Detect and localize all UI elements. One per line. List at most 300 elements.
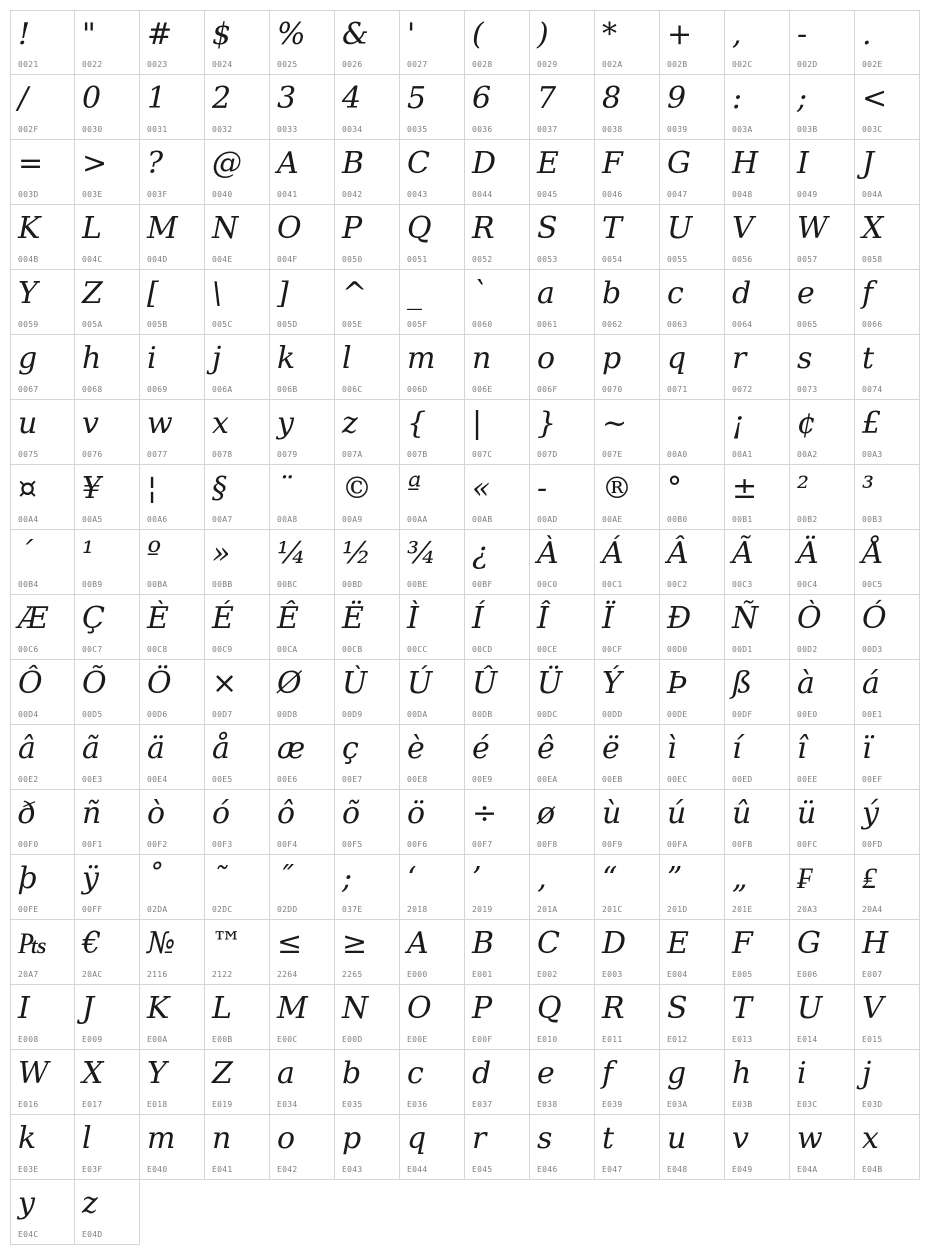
glyph-cell <box>335 270 400 335</box>
glyph-cell <box>465 400 530 465</box>
glyph-sample: U <box>797 991 823 1026</box>
glyph-codepoint: 00F1 <box>82 840 103 849</box>
glyph-sample: s <box>797 341 813 376</box>
glyph-codepoint: 007D <box>537 450 558 459</box>
glyph-codepoint: 0047 <box>667 190 688 199</box>
glyph-cell <box>595 595 660 660</box>
glyph-codepoint: 00CA <box>277 645 298 654</box>
glyph-cell <box>335 10 400 75</box>
glyph-sample: Z <box>82 276 103 311</box>
glyph-sample: F <box>602 146 623 181</box>
glyph-cell <box>725 205 790 270</box>
glyph-cell <box>270 595 335 660</box>
glyph-codepoint: 00F2 <box>147 840 168 849</box>
glyph-sample: r <box>472 1121 487 1156</box>
glyph-sample: < <box>862 81 888 116</box>
glyph-sample: ß <box>732 666 753 701</box>
glyph-cell <box>400 855 465 920</box>
glyph-sample: Ð <box>667 601 692 636</box>
glyph-sample: Y <box>18 276 38 311</box>
glyph-codepoint: E036 <box>407 1100 428 1109</box>
glyph-codepoint: 00F9 <box>602 840 623 849</box>
glyph-codepoint: 00A6 <box>147 515 168 524</box>
glyph-sample: - <box>537 471 548 506</box>
glyph-sample: y <box>18 1186 35 1221</box>
glyph-sample: _ <box>407 276 422 311</box>
glyph-cell <box>140 595 205 660</box>
glyph-sample: n <box>212 1121 232 1156</box>
glyph-table <box>10 10 920 1245</box>
glyph-codepoint: E042 <box>277 1165 298 1174</box>
glyph-sample: „ <box>732 861 748 896</box>
glyph-sample: § <box>212 471 227 506</box>
glyph-sample: № <box>147 926 176 961</box>
glyph-cell <box>855 985 920 1050</box>
glyph-sample: P <box>342 211 363 246</box>
glyph-sample: ö <box>407 796 426 831</box>
glyph-cell <box>465 75 530 140</box>
glyph-codepoint: E012 <box>667 1035 688 1044</box>
glyph-sample: Ô <box>18 666 43 701</box>
glyph-sample: " <box>82 17 96 52</box>
glyph-sample: æ <box>277 731 306 766</box>
glyph-codepoint: 006D <box>407 385 428 394</box>
glyph-codepoint: 02DD <box>277 905 298 914</box>
glyph-sample: 2 <box>212 81 232 116</box>
glyph-sample: + <box>667 17 693 52</box>
glyph-cell <box>205 985 270 1050</box>
glyph-cell <box>335 140 400 205</box>
glyph-sample: A <box>277 146 299 181</box>
glyph-codepoint: E046 <box>537 1165 558 1174</box>
glyph-codepoint: 00A4 <box>18 515 39 524</box>
glyph-cell <box>400 10 465 75</box>
glyph-codepoint: 0067 <box>18 385 39 394</box>
glyph-sample: ˜ <box>212 861 227 896</box>
glyph-sample: ½ <box>342 536 372 571</box>
glyph-sample: I <box>18 991 30 1026</box>
glyph-sample: m <box>147 1121 176 1156</box>
glyph-codepoint: E003 <box>602 970 623 979</box>
glyph-codepoint: 00B0 <box>667 515 688 524</box>
glyph-codepoint: 0066 <box>862 320 883 329</box>
glyph-sample: k <box>277 341 296 376</box>
glyph-sample: d <box>472 1056 492 1091</box>
glyph-sample: N <box>212 211 239 246</box>
glyph-cell <box>660 75 725 140</box>
glyph-sample: A <box>407 926 429 961</box>
glyph-cell <box>205 205 270 270</box>
glyph-cell <box>10 530 75 595</box>
glyph-sample: M <box>277 991 308 1026</box>
glyph-codepoint: E015 <box>862 1035 883 1044</box>
glyph-codepoint: 00DA <box>407 710 428 719</box>
glyph-sample: & <box>342 17 369 52</box>
glyph-codepoint: 006F <box>537 385 558 394</box>
glyph-cell <box>465 465 530 530</box>
glyph-cell <box>75 985 140 1050</box>
glyph-cell <box>75 400 140 465</box>
glyph-codepoint: 00BD <box>342 580 363 589</box>
glyph-cell <box>855 530 920 595</box>
glyph-codepoint: 0044 <box>472 190 493 199</box>
glyph-sample: © <box>342 471 372 506</box>
glyph-cell <box>205 725 270 790</box>
glyph-sample: Á <box>602 536 624 571</box>
glyph-cell <box>10 595 75 660</box>
glyph-cell <box>855 335 920 400</box>
glyph-codepoint: E010 <box>537 1035 558 1044</box>
glyph-codepoint: 00B4 <box>18 580 39 589</box>
glyph-cell <box>75 855 140 920</box>
glyph-cell <box>205 140 270 205</box>
glyph-cell <box>855 205 920 270</box>
glyph-codepoint: 00C1 <box>602 580 623 589</box>
glyph-codepoint: 00BF <box>472 580 493 589</box>
glyph-sample: ã <box>82 731 100 766</box>
glyph-codepoint: 00C6 <box>18 645 39 654</box>
glyph-codepoint: 00E6 <box>277 775 298 784</box>
glyph-sample: 6 <box>472 81 492 116</box>
glyph-codepoint: 00C2 <box>667 580 688 589</box>
glyph-codepoint: 003E <box>82 190 103 199</box>
glyph-sample: k <box>18 1121 37 1156</box>
glyph-sample: X <box>82 1056 104 1091</box>
glyph-codepoint: E03F <box>82 1165 103 1174</box>
glyph-cell <box>530 400 595 465</box>
glyph-sample: W <box>797 211 828 246</box>
glyph-cell <box>10 985 75 1050</box>
glyph-cell <box>595 725 660 790</box>
glyph-cell <box>205 10 270 75</box>
glyph-codepoint: 00D8 <box>277 710 298 719</box>
glyph-sample: Â <box>667 536 689 571</box>
glyph-sample: ≥ <box>342 926 368 961</box>
glyph-sample: } <box>537 406 557 441</box>
glyph-sample: ^ <box>342 276 368 311</box>
glyph-codepoint: 00BA <box>147 580 168 589</box>
glyph-cell <box>790 335 855 400</box>
glyph-cell <box>335 790 400 855</box>
glyph-sample: O <box>407 991 432 1026</box>
glyph-codepoint: 00EC <box>667 775 688 784</box>
glyph-sample: Ë <box>342 601 364 636</box>
glyph-cell <box>335 725 400 790</box>
glyph-sample: ë <box>602 731 620 766</box>
glyph-cell <box>530 530 595 595</box>
glyph-sample: H <box>732 146 759 181</box>
glyph-cell <box>10 855 75 920</box>
glyph-sample: ₤ <box>862 861 877 896</box>
glyph-codepoint: E043 <box>342 1165 363 1174</box>
glyph-codepoint: 00D3 <box>862 645 883 654</box>
glyph-sample: g <box>667 1056 687 1091</box>
glyph-cell <box>10 335 75 400</box>
glyph-sample: > <box>82 146 108 181</box>
glyph-sample: h <box>732 1056 752 1091</box>
glyph-codepoint: 00FC <box>797 840 818 849</box>
glyph-sample: Ñ <box>732 601 759 636</box>
glyph-codepoint: 00E4 <box>147 775 168 784</box>
glyph-cell <box>530 10 595 75</box>
glyph-sample: B <box>472 926 495 961</box>
glyph-codepoint: 0045 <box>537 190 558 199</box>
glyph-codepoint: 002B <box>667 60 688 69</box>
glyph-sample: ¥ <box>82 471 102 506</box>
glyph-sample: Û <box>472 666 498 701</box>
glyph-codepoint: 0076 <box>82 450 103 459</box>
glyph-codepoint: 00E3 <box>82 775 103 784</box>
glyph-cell <box>595 335 660 400</box>
glyph-cell <box>595 920 660 985</box>
glyph-codepoint: 0061 <box>537 320 558 329</box>
glyph-codepoint: E03D <box>862 1100 883 1109</box>
glyph-codepoint: 00C0 <box>537 580 558 589</box>
glyph-codepoint: E047 <box>602 1165 623 1174</box>
glyph-sample: R <box>472 211 495 246</box>
glyph-cell <box>855 465 920 530</box>
glyph-cell <box>530 75 595 140</box>
glyph-sample: ≤ <box>277 926 303 961</box>
glyph-codepoint: E034 <box>277 1100 298 1109</box>
glyph-cell <box>10 400 75 465</box>
glyph-cell <box>530 335 595 400</box>
glyph-sample: ô <box>277 796 296 831</box>
glyph-codepoint: 00A0 <box>667 450 688 459</box>
glyph-sample: ý <box>862 796 879 831</box>
glyph-cell <box>335 985 400 1050</box>
glyph-codepoint: 20A3 <box>797 905 818 914</box>
glyph-sample: S <box>537 211 558 246</box>
glyph-cell <box>465 1115 530 1180</box>
glyph-sample: g <box>18 341 38 376</box>
glyph-sample: j <box>862 1056 872 1091</box>
glyph-codepoint: 0043 <box>407 190 428 199</box>
glyph-codepoint: E009 <box>82 1035 103 1044</box>
glyph-sample: è <box>407 731 425 766</box>
glyph-codepoint: E001 <box>472 970 493 979</box>
glyph-codepoint: 0030 <box>82 125 103 134</box>
glyph-codepoint: E005 <box>732 970 753 979</box>
glyph-codepoint: E004 <box>667 970 688 979</box>
glyph-cell <box>400 725 465 790</box>
glyph-cell <box>10 660 75 725</box>
glyph-codepoint: 00B9 <box>82 580 103 589</box>
glyph-sample: e <box>797 276 815 311</box>
glyph-codepoint: 003B <box>797 125 818 134</box>
glyph-sample: 1 <box>147 81 167 116</box>
glyph-cell <box>465 270 530 335</box>
glyph-cell <box>465 10 530 75</box>
glyph-codepoint: 0037 <box>537 125 558 134</box>
glyph-sample: þ <box>18 861 38 896</box>
glyph-cell <box>75 1115 140 1180</box>
glyph-sample: v <box>82 406 99 441</box>
glyph-sample: n <box>472 341 492 376</box>
glyph-sample: U <box>667 211 693 246</box>
glyph-sample: # <box>147 17 173 52</box>
glyph-codepoint: 00C9 <box>212 645 233 654</box>
glyph-cell <box>725 465 790 530</box>
glyph-sample: J <box>862 146 875 181</box>
glyph-codepoint: 2018 <box>407 905 428 914</box>
glyph-codepoint: 00F4 <box>277 840 298 849</box>
glyph-cell <box>725 140 790 205</box>
glyph-codepoint: 00A2 <box>797 450 818 459</box>
glyph-cell <box>530 790 595 855</box>
glyph-cell <box>270 465 335 530</box>
glyph-sample: Z <box>212 1056 233 1091</box>
glyph-cell <box>725 400 790 465</box>
glyph-codepoint: 0077 <box>147 450 168 459</box>
glyph-cell <box>10 1050 75 1115</box>
glyph-cell <box>140 270 205 335</box>
glyph-cell <box>335 400 400 465</box>
glyph-codepoint: 0028 <box>472 60 493 69</box>
glyph-cell <box>270 1115 335 1180</box>
glyph-sample: i <box>147 341 157 376</box>
glyph-sample: x <box>212 406 229 441</box>
glyph-codepoint: 00CF <box>602 645 623 654</box>
glyph-sample: Ö <box>147 666 172 701</box>
glyph-sample: ( <box>472 17 484 52</box>
glyph-sample: J <box>82 991 95 1026</box>
glyph-sample: \ <box>212 276 223 311</box>
glyph-sample: Ü <box>537 666 563 701</box>
glyph-sample: V <box>862 991 884 1026</box>
glyph-sample: * <box>602 17 617 52</box>
glyph-cell <box>855 595 920 660</box>
glyph-sample: u <box>667 1121 687 1156</box>
glyph-cell <box>530 855 595 920</box>
glyph-sample: a <box>537 276 555 311</box>
glyph-sample: ‘ <box>407 861 417 896</box>
glyph-sample: z <box>82 1186 98 1221</box>
glyph-codepoint: 007B <box>407 450 428 459</box>
glyph-codepoint: 02DA <box>147 905 168 914</box>
glyph-sample: ’ <box>472 861 482 896</box>
glyph-cell <box>465 335 530 400</box>
glyph-codepoint: E014 <box>797 1035 818 1044</box>
glyph-cell <box>140 1050 205 1115</box>
glyph-codepoint: 0079 <box>277 450 298 459</box>
glyph-codepoint: E04A <box>797 1165 818 1174</box>
glyph-cell <box>660 660 725 725</box>
glyph-codepoint: 00B2 <box>797 515 818 524</box>
glyph-codepoint: 00BB <box>212 580 233 589</box>
glyph-cell <box>790 1050 855 1115</box>
glyph-codepoint: 0058 <box>862 255 883 264</box>
glyph-codepoint: 00DD <box>602 710 623 719</box>
glyph-sample: Ò <box>797 601 822 636</box>
glyph-codepoint: E00D <box>342 1035 363 1044</box>
glyph-cell <box>75 75 140 140</box>
glyph-codepoint: 20A4 <box>862 905 883 914</box>
glyph-codepoint: 00E9 <box>472 775 493 784</box>
glyph-codepoint: 0051 <box>407 255 428 264</box>
glyph-sample: $ <box>212 17 232 52</box>
glyph-cell <box>790 790 855 855</box>
glyph-codepoint: E04C <box>18 1230 39 1239</box>
glyph-codepoint: 0062 <box>602 320 623 329</box>
glyph-cell <box>660 595 725 660</box>
glyph-sample: × <box>212 666 238 701</box>
glyph-codepoint: E048 <box>667 1165 688 1174</box>
glyph-cell <box>400 205 465 270</box>
glyph-codepoint: 00F5 <box>342 840 363 849</box>
glyph-cell <box>270 270 335 335</box>
glyph-sample: i <box>797 1056 807 1091</box>
glyph-codepoint: 00A1 <box>732 450 753 459</box>
glyph-codepoint: 00D4 <box>18 710 39 719</box>
glyph-cell <box>205 1115 270 1180</box>
glyph-cell <box>790 725 855 790</box>
glyph-sample: 7 <box>537 81 557 116</box>
glyph-codepoint: 00E2 <box>18 775 39 784</box>
glyph-cell <box>400 465 465 530</box>
glyph-sample: L <box>212 991 232 1026</box>
glyph-cell <box>465 205 530 270</box>
glyph-cell <box>140 985 205 1050</box>
glyph-sample: t <box>862 341 875 376</box>
glyph-codepoint: 0065 <box>797 320 818 329</box>
glyph-codepoint: 00B3 <box>862 515 883 524</box>
glyph-sample: é <box>472 731 490 766</box>
glyph-cell <box>75 140 140 205</box>
glyph-sample: ¿ <box>472 536 489 571</box>
glyph-sample: b <box>602 276 622 311</box>
glyph-codepoint: 00B1 <box>732 515 753 524</box>
glyph-cell <box>530 985 595 1050</box>
glyph-cell <box>335 595 400 660</box>
glyph-cell <box>725 660 790 725</box>
glyph-sample: ‚ <box>537 861 547 896</box>
glyph-cell <box>10 790 75 855</box>
glyph-cell <box>10 140 75 205</box>
glyph-sample: C <box>537 926 560 961</box>
glyph-codepoint: 00C3 <box>732 580 753 589</box>
glyph-cell <box>465 660 530 725</box>
glyph-codepoint: E00B <box>212 1035 233 1044</box>
glyph-cell <box>140 1115 205 1180</box>
glyph-sample: Ø <box>277 666 302 701</box>
glyph-cell <box>140 205 205 270</box>
glyph-codepoint: 00E7 <box>342 775 363 784</box>
glyph-cell <box>205 400 270 465</box>
glyph-sample: x <box>862 1121 879 1156</box>
glyph-sample: ø <box>537 796 556 831</box>
glyph-codepoint: 0069 <box>147 385 168 394</box>
glyph-cell <box>465 855 530 920</box>
glyph-sample: â <box>18 731 36 766</box>
glyph-codepoint: 0029 <box>537 60 558 69</box>
glyph-cell <box>595 985 660 1050</box>
glyph-cell <box>335 660 400 725</box>
glyph-cell <box>205 660 270 725</box>
glyph-sample: ) <box>537 17 549 52</box>
glyph-cell <box>270 335 335 400</box>
glyph-sample: ' <box>407 17 416 52</box>
glyph-codepoint: 20AC <box>82 970 103 979</box>
glyph-sample: ÷ <box>472 796 498 831</box>
glyph-codepoint: 00A7 <box>212 515 233 524</box>
glyph-cell <box>530 465 595 530</box>
glyph-cell <box>10 725 75 790</box>
glyph-codepoint: 20A7 <box>18 970 39 979</box>
glyph-cell <box>10 920 75 985</box>
glyph-cell <box>205 530 270 595</box>
glyph-codepoint: 00FF <box>82 905 103 914</box>
